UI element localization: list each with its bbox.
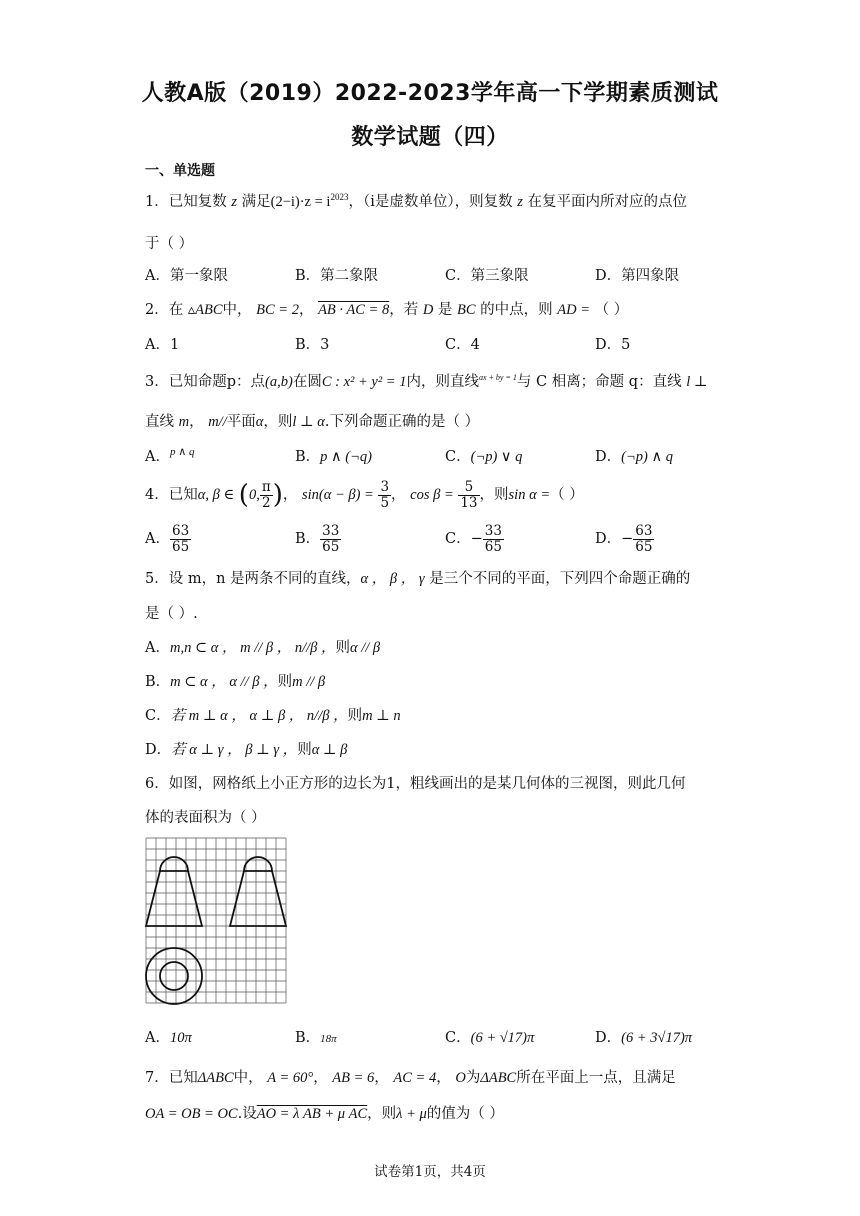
text: 在圆 [292,374,322,390]
page-footer: 试卷第1页，共4页 [374,1164,486,1180]
text: （ ） [594,302,629,318]
option-label: C． [445,1030,471,1046]
option-a [145,636,380,657]
frac-den: 65 [322,538,340,555]
question-1-line-2: 于（ ） [145,236,194,252]
exam-title: 人教A版（2019）2022-2023学年高一下学期素质测试 [141,81,719,106]
math: D [422,302,434,318]
text: 在复平面内所对应的点位 [527,194,687,210]
text: .下列命题正确的是（ ） [324,414,480,430]
text: 已知 [168,487,198,503]
text: 设 m，n 是两条不同的直线， [168,571,361,587]
text: 为 [465,1070,481,1086]
math: BC [457,302,476,318]
math: sin(α − β) = [301,487,374,503]
frac-den: 2 [261,494,271,511]
math: z [517,194,523,210]
text: ，则 [479,487,509,503]
question-3-line-2 [145,410,479,431]
question-5-line-1 [145,567,690,588]
option-math: (¬p) ∧ q [621,449,673,465]
math: ΔABC [480,1070,517,1086]
option-c [445,1026,534,1047]
option-label: A． [145,640,170,656]
question-7-line-1 [145,1066,676,1087]
option-math: 18π [320,1033,337,1045]
question-4-line-1 [145,475,584,515]
math: α, β ∈ [197,487,235,503]
option-sign: − [470,531,483,547]
text: ， [282,487,298,503]
frac-den: 65 [171,538,190,555]
question-number: 3． [145,374,169,390]
option-math: (¬p) ∨ q [470,449,523,465]
text: 则 [277,674,293,690]
frac-num: 33 [484,522,502,539]
fraction-5-13 [458,480,479,511]
math: AC = 4 [393,1070,437,1086]
option-math: 若 α ⊥ γ ， β ⊥ γ ， [171,742,298,758]
front-view-trapezoid [146,871,202,926]
math: O [455,1070,466,1086]
option-b [145,670,325,691]
option-c [445,445,522,466]
option-label: A． [145,531,170,547]
math: BC = 2 [256,302,299,318]
option-d [145,738,347,759]
option-math: p ∧ q [169,446,195,459]
option-label: D． [595,531,622,547]
math: l ⊥ [686,374,708,390]
math-exponent: 2023 [330,192,349,203]
math: OA = OB = OC [145,1106,238,1122]
option-label: C． [145,708,171,724]
option-c: C．第三象限 [445,268,529,284]
option-label: B． [145,674,171,690]
option-a [145,520,191,558]
option-b: B．第二象限 [295,268,379,284]
question-number: 5． [145,571,169,587]
option-math: m ⊥ n [362,708,401,724]
side-view-trapezoid [230,871,286,926]
option-d [595,520,654,558]
text: ，则 [263,414,293,430]
math: cos β = [410,487,454,503]
option-fraction [320,524,341,555]
frac-num: 63 [171,522,190,539]
option-label: D． [595,449,622,465]
option-label: B． [295,531,321,547]
option-label: D． [145,742,172,758]
option-math: α ⊥ β [311,742,348,758]
math: α [255,414,264,430]
text: 中， [222,302,252,318]
paren-left: ( [238,480,249,510]
option-b [295,445,372,466]
option-math: m,n ⊂ α ， m // β ， n//β ， [169,640,336,656]
text: 满足 [241,194,271,210]
text: 平面 [226,414,256,430]
text: ， [374,1070,389,1086]
side-view-semicircle [244,857,272,871]
text: 已知复数 [168,194,227,210]
option-label: A． [145,449,170,465]
question-number: 7． [145,1070,169,1086]
frac-num: 33 [322,522,340,539]
text: ， [189,414,204,430]
text: 直线 [145,414,174,430]
text: ，（i是虚数单位），则复数 [348,194,513,210]
option-fraction [170,524,191,555]
option-c: C．4 [445,337,480,353]
text: .设 [237,1106,257,1122]
math: AB = 6 [332,1070,375,1086]
frac-num: 63 [635,522,653,539]
exam-subtitle: 数学试题（四） [351,125,509,150]
option-d [595,445,673,466]
frac-num: 5 [458,480,479,496]
option-label: A． [145,1030,170,1046]
math-vector: AO = λ AB + μ AC [256,1106,368,1122]
math: z [231,194,237,210]
text: 已知 [168,1070,198,1086]
question-1-line-1 [145,190,687,211]
option-math: m // β [292,674,326,690]
section-heading: 一、单选题 [145,163,215,179]
top-view-inner-circle [160,962,188,990]
option-b: B．3 [295,337,330,353]
question-2-line-1 [145,298,628,319]
option-c [145,704,401,725]
option-a [145,1026,192,1047]
math-vector: AB · AC = 8 [318,302,390,318]
text: ， [313,1070,328,1086]
text: 是 [437,302,453,318]
frac-den: 65 [635,538,653,555]
question-number: 1． [145,194,169,210]
text: 的中点，则 [480,302,553,318]
math: m// [208,414,227,430]
option-d: D．第四象限 [595,268,680,284]
math: ▵ABC [187,302,223,318]
math: m [178,414,190,430]
option-sign: − [621,531,634,547]
text: 的值为（ ） [426,1106,504,1122]
option-label: B． [295,1030,321,1046]
option-a: A．第一象限 [145,268,228,284]
fraction-pi-over-2 [260,480,273,511]
text: 与 C 相离；命题 q：直线 [516,374,682,390]
option-label: B． [295,449,321,465]
question-5-line-2: 是（ ）. [145,606,198,622]
math: λ + μ [396,1106,427,1122]
option-label: C． [445,531,471,547]
option-math: 10π [169,1030,192,1046]
option-label: C． [445,449,471,465]
option-a [145,445,195,466]
text: （ ） [550,487,584,503]
option-c [445,520,504,558]
math: (2−i)·z = i [270,194,331,210]
math: l ⊥ α [292,414,325,430]
math: (a,b) [265,374,293,390]
option-label: D． [595,1030,622,1046]
option-d: D．5 [595,337,631,353]
frac-den: 13 [460,494,478,511]
frac-num: 3 [380,478,390,495]
option-fraction [633,524,654,555]
text: 所在平面上一点，且满足 [516,1070,676,1086]
option-math: p ∧ (¬q) [320,449,372,465]
text: 中， [233,1070,263,1086]
math: C : x² + y² = 1 [321,374,407,390]
text: 则 [335,640,350,656]
text: 在 [168,302,184,318]
option-math: (6 + √17)π [470,1030,535,1046]
fraction-3-5 [378,480,391,511]
text: ，若 [389,302,419,318]
frac-den: 65 [484,538,502,555]
three-view-grid-figure [144,836,288,1006]
text: ， [298,302,314,318]
frac-num: π [261,478,271,495]
question-7-line-2 [145,1102,504,1123]
math: α ， β ， γ [360,571,425,587]
question-3-line-1 [145,370,707,391]
option-b [295,520,341,558]
question-number: 6． [145,776,169,792]
text: ， [436,1070,451,1086]
question-6-line-2: 体的表面积为（ ） [145,810,266,826]
option-fraction [483,524,504,555]
question-number: 2． [145,302,169,318]
paren-right: ) [272,480,283,510]
math: AD = [557,302,591,318]
text: 已知命题p：点 [168,374,266,390]
math: sin α = [508,487,551,503]
text: ， [391,487,406,503]
frac-den: 5 [380,494,390,511]
option-math: α // β [350,640,381,656]
math-equation [271,194,349,210]
math: A = 60° [267,1070,314,1086]
option-math: 若 m ⊥ α ， α ⊥ β ， n//β ， [170,708,348,724]
math: ΔABC [197,1070,234,1086]
math: 0, [248,487,260,503]
option-math: m ⊂ α ， α // β ， [170,674,278,690]
math-small: ax + by = 1 [478,373,517,383]
option-b [295,1026,337,1047]
text: ，则 [367,1106,397,1122]
question-6-line-1 [145,772,685,793]
option-d [595,1026,692,1047]
text: 是三个不同的平面，下列四个命题正确的 [429,571,691,587]
front-view-semicircle [160,857,188,871]
text: 内，则直线 [406,374,479,390]
top-view-outer-circle [146,948,202,1004]
grid-lines [146,838,286,1003]
text: 如图，网格纸上小正方形的边长为1，粗线画出的是某几何体的三视图，则此几何 [168,776,686,792]
text: 则 [347,708,363,724]
question-number: 4． [145,487,169,503]
text: 则 [297,742,312,758]
option-a: A．1 [145,337,180,353]
option-math: (6 + 3√17)π [621,1030,693,1046]
